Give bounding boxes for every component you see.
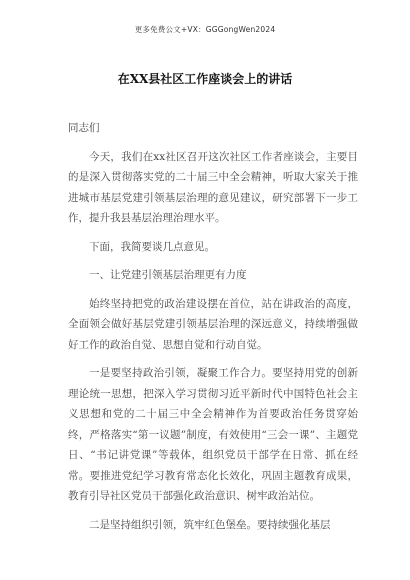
section-1-paragraph-1: 始终坚持把党的政治建设摆在首位，站在讲政治的高度，全面领会做好基层党建引领基层治理的深远意义，持续增强做好工作的政治自觉、思想自觉和行动自觉。	[68, 297, 358, 351]
document-body	[68, 118, 358, 543]
document-title: 在XX县社区工作座谈会上的讲话	[117, 72, 293, 86]
header-note: 更多免费公文+VX：GGGongWen2024	[134, 25, 276, 34]
paragraph-intro: 今天，我们在xx社区召开这次社区工作者座谈会，主要目的是深入贯彻落实党的二十届三中全会精神，听取大家关于推进城市基层党建引领基层治理的意见建议，研究部署下一步工作，提升我县基层治理治理水平。	[68, 150, 358, 224]
section-heading-1: 一、让党建引领基层治理更有力度	[89, 269, 247, 281]
paragraph-outline: 下面，我简要谈几点意见。	[89, 240, 215, 253]
section-1-paragraph-3: 二是坚持组织引领，筑牢红色堡垒。要持续强化基层	[89, 518, 331, 531]
salutation: 同志们	[68, 122, 100, 134]
section-1-paragraph-2: 一是要坚持政治引领，凝聚工作合力。要坚持用党的创新理论统一思想，把深入学习贯彻习近平新时代中国特色社会主义思想和党的二十届三中全会精神作为首要政治任务贯穿始终，严格落实“第一议题”制度，有效使用“三会一课”、主题党日、“书记讲党课”等载体，组织党员干部学在日常、抓在经常。要推进党纪学习教育常态化长效化，巩固主题教育成果，教育引导社区党员干部强化政治意识、树牢政治站位。	[68, 367, 358, 502]
